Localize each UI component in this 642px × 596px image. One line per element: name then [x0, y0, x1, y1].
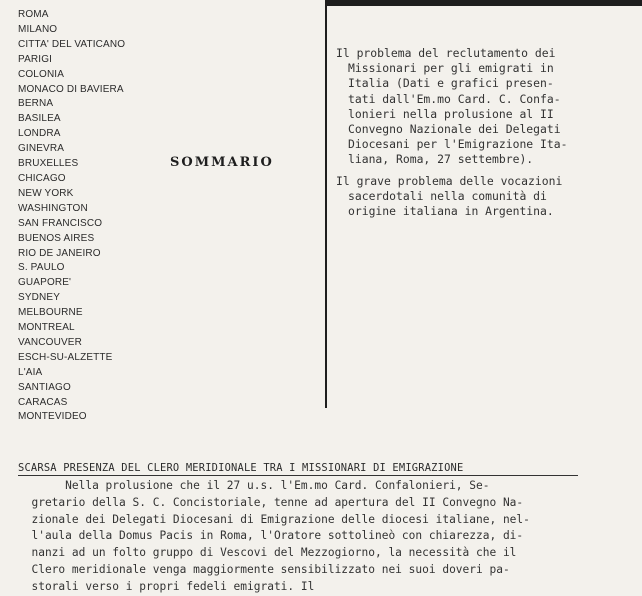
article-line: gretario della S. C. Concistoriale, tenne ad apertura del II Convegno Na- — [18, 495, 524, 509]
city-item: SYDNEY — [18, 292, 61, 304]
city-item: BUENOS AIRES — [18, 232, 95, 244]
article-line: nanzi ad un folto gruppo di Vescovi del Mezzogiorno, la necessità che il — [18, 546, 517, 560]
city-item: SANTIAGO — [18, 381, 71, 393]
article-title: SCARSA PRESENZA DEL CLERO MERIDIONALE TRA I MISSIONARI DI EMIGRAZIONE — [18, 462, 578, 476]
city-item: GINEVRA — [18, 143, 65, 155]
city-item: LONDRA — [18, 128, 61, 140]
city-item: ESCH-SU-ALZETTE — [18, 351, 113, 363]
top-rule — [325, 0, 642, 6]
summary-item: Il problema del reclutamento dei Missionari per gli emigrati in Italia (Dati e grafici presen- tati dall'Em.mo Card. C. Confa- lonieri nella prolusione al II Convegno Nazionale dei Delegati Diocesani per l'Emigrazione Ita- liana, Roma, 27 settembre). — [336, 46, 568, 167]
city-item: MONTREAL — [18, 322, 75, 334]
cities-list — [18, 8, 125, 425]
city-item: CITTA' DEL VATICANO — [18, 38, 126, 50]
city-item: ROMA — [18, 9, 49, 20]
article-body — [18, 478, 638, 596]
city-item: CHICAGO — [18, 172, 66, 184]
city-item: RIO DE JANEIRO — [18, 247, 101, 259]
city-item: MONTEVIDEO — [18, 411, 87, 423]
city-item: CARACAS — [18, 396, 68, 408]
column-divider — [325, 0, 327, 408]
city-item: GUAPORE' — [18, 277, 72, 289]
summary-item: Il grave problema delle vocazioni sacerdotali nella comunità di origine italiana in Argentina. — [336, 173, 563, 219]
city-item: WASHINGTON — [18, 202, 88, 214]
city-item: L'AIA — [18, 366, 43, 378]
city-item: MELBOURNE — [18, 307, 83, 319]
article-line: Nella prolusione che il 27 u.s. l'Em.mo Card. Confalonieri, Se- — [18, 479, 490, 492]
article-line: l'aula della Domus Pacis in Roma, l'Oratore sottolineò con chiarezza, di- — [18, 529, 524, 543]
city-item: COLONIA — [18, 68, 65, 80]
city-item: SAN FRANCISCO — [18, 217, 103, 229]
article-line: storali verso i propri fedeli emigrati. Il — [18, 579, 315, 593]
city-item: MILANO — [18, 23, 58, 35]
sommario-heading: SOMMARIO — [170, 155, 274, 170]
city-item: BERNA — [18, 98, 54, 110]
city-item: VANCOUVER — [18, 336, 82, 348]
article-line: zionale dei Delegati Diocesani di Emigrazione delle diocesi italiane, nel- — [18, 512, 530, 526]
city-item: BASILEA — [18, 113, 61, 125]
city-item: MONACO DI BAVIERA — [18, 83, 124, 95]
city-item: NEW YORK — [18, 187, 74, 199]
city-item: BRUXELLES — [18, 158, 79, 170]
city-item: S. PAULO — [18, 262, 65, 274]
summary-column — [336, 46, 636, 225]
city-item: PARIGI — [18, 53, 53, 65]
article-line: Clero meridionale venga maggiormente sensibilizzato nei suoi doveri pa- — [18, 562, 510, 576]
